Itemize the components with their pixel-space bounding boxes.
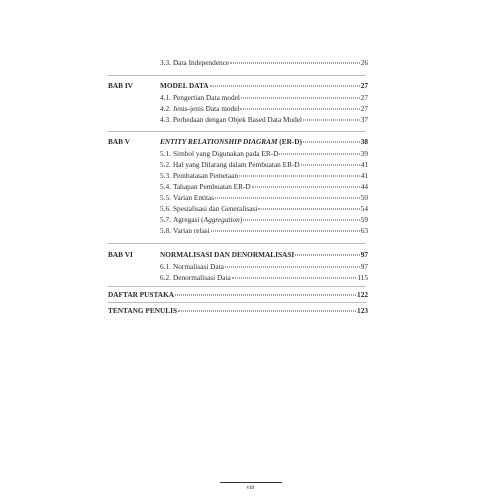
entry-title: Pembatasan Pemetaan	[173, 171, 239, 180]
entry-page: 54	[360, 204, 368, 213]
entry-number: 3.3.	[160, 58, 171, 67]
entry-title: Denormalisasi Data	[173, 273, 231, 282]
entry-page: 63	[360, 226, 368, 235]
entry-page: 27	[360, 93, 368, 102]
entry-title: Perbedaan dengan Objek Based Data Model	[173, 115, 303, 124]
toc-entry	[160, 160, 368, 169]
chapter-entry	[160, 81, 368, 90]
entry-number: 4.2.	[160, 104, 171, 113]
chapter-title-rest: (ER-D)	[277, 137, 302, 146]
toc-entry	[160, 226, 368, 235]
entry-number: 5.3.	[160, 171, 171, 180]
entry-title: Jenis-jenis Data model	[173, 104, 240, 113]
section-divider	[108, 243, 366, 244]
entry-number: 6.2.	[160, 273, 171, 282]
dot-leader	[295, 255, 360, 256]
entry-title: Simbol yang Digunakan pada ER-D	[173, 149, 279, 158]
dot-leader	[178, 311, 356, 312]
dot-leader	[230, 63, 360, 64]
dot-leader	[240, 109, 359, 110]
toc-entry	[160, 171, 368, 180]
toc-entry	[160, 215, 368, 224]
section-divider	[108, 286, 366, 287]
entry-page: 97	[360, 262, 368, 271]
toc-entry	[160, 149, 368, 158]
entry-title: Varian relasi	[173, 226, 210, 235]
entry-page: 59	[360, 215, 368, 224]
dot-leader	[252, 187, 360, 188]
chapter-label: BAB IV	[108, 81, 133, 90]
chapter-title-italic: ENTITY RELATIONSHIP DIAGRAM	[160, 137, 278, 146]
dot-leader	[301, 165, 360, 166]
back-matter-title: TENTANG PENULIS	[108, 306, 177, 315]
entry-title	[173, 215, 242, 224]
footer-rule	[220, 482, 282, 483]
dot-leader	[239, 176, 360, 177]
entry-title: Hal yang Dilarang dalam Pembuatan ER-D	[173, 160, 300, 169]
chapter-label: BAB V	[108, 137, 130, 146]
entry-title-plain: Agregasi (	[173, 215, 204, 224]
entry-page: 37	[360, 115, 368, 124]
entry-title: Varian Entitas	[173, 193, 215, 202]
dot-leader	[232, 278, 357, 279]
back-matter-page: 122	[357, 290, 368, 299]
entry-title: Normalisasi Data	[173, 262, 224, 271]
chapter-title: NORMALISASI DAN DENORMALISASI	[160, 250, 295, 259]
back-matter-entry	[108, 290, 368, 299]
entry-title: Spesialisasi dan Generalisasi	[173, 204, 258, 213]
toc-entry	[160, 115, 368, 124]
dot-leader	[225, 267, 360, 268]
chapter-page: 38	[360, 137, 368, 146]
entry-page: 44	[360, 182, 368, 191]
dot-leader	[211, 231, 360, 232]
entry-number: 5.2.	[160, 160, 171, 169]
entry-number: 4.1.	[160, 93, 171, 102]
entry-page: 41	[360, 160, 368, 169]
entry-number: 4.3.	[160, 115, 171, 124]
chapter-page: 97	[360, 250, 368, 259]
chapter-title: MODEL DATA	[160, 81, 209, 90]
entry-number: 5.7.	[160, 215, 171, 224]
back-matter-page: 123	[357, 306, 368, 315]
toc-entry	[160, 204, 368, 213]
entry-title-italic: Aggregation	[203, 215, 240, 224]
entry-page: 27	[360, 104, 368, 113]
dot-leader	[241, 98, 360, 99]
entry-title: Data Independence	[173, 58, 230, 67]
chapter-title	[160, 137, 302, 146]
dot-leader	[210, 86, 360, 87]
chapter-entry	[160, 137, 368, 146]
dot-leader	[175, 295, 356, 296]
entry-title-end: )	[239, 215, 243, 224]
toc-entry	[160, 58, 368, 67]
toc-entry	[160, 262, 368, 271]
entry-number: 5.5.	[160, 193, 171, 202]
entry-number: 6.1.	[160, 262, 171, 271]
entry-title: Tahapan Pembuatan ER-D	[173, 182, 251, 191]
entry-title: Pengertian Data model	[173, 93, 240, 102]
dot-leader	[279, 154, 359, 155]
entry-number: 5.6.	[160, 204, 171, 213]
toc-entry	[160, 93, 368, 102]
entry-page: 26	[360, 58, 368, 67]
entry-page: 115	[357, 273, 368, 282]
chapter-entry	[160, 250, 368, 259]
toc-entry	[160, 182, 368, 191]
section-divider	[108, 131, 366, 132]
entry-number: 5.4.	[160, 182, 171, 191]
section-divider	[108, 302, 366, 303]
toc-entry	[160, 104, 368, 113]
page-number: viii	[246, 485, 255, 491]
entry-page: 50	[360, 193, 368, 202]
toc-entry	[160, 193, 368, 202]
entry-number: 5.8.	[160, 226, 171, 235]
dot-leader	[303, 142, 360, 143]
entry-number: 5.1.	[160, 149, 171, 158]
section-divider	[108, 75, 366, 76]
dot-leader	[258, 209, 359, 210]
dot-leader	[303, 120, 360, 121]
toc-entry	[160, 273, 368, 282]
entry-page: 39	[360, 149, 368, 158]
back-matter-title: DAFTAR PUSTAKA	[108, 290, 175, 299]
back-matter-entry	[108, 306, 368, 315]
dot-leader	[215, 198, 360, 199]
entry-page: 41	[360, 171, 368, 180]
chapter-page: 27	[360, 81, 368, 90]
dot-leader	[243, 220, 359, 221]
chapter-label: BAB VI	[108, 250, 133, 259]
